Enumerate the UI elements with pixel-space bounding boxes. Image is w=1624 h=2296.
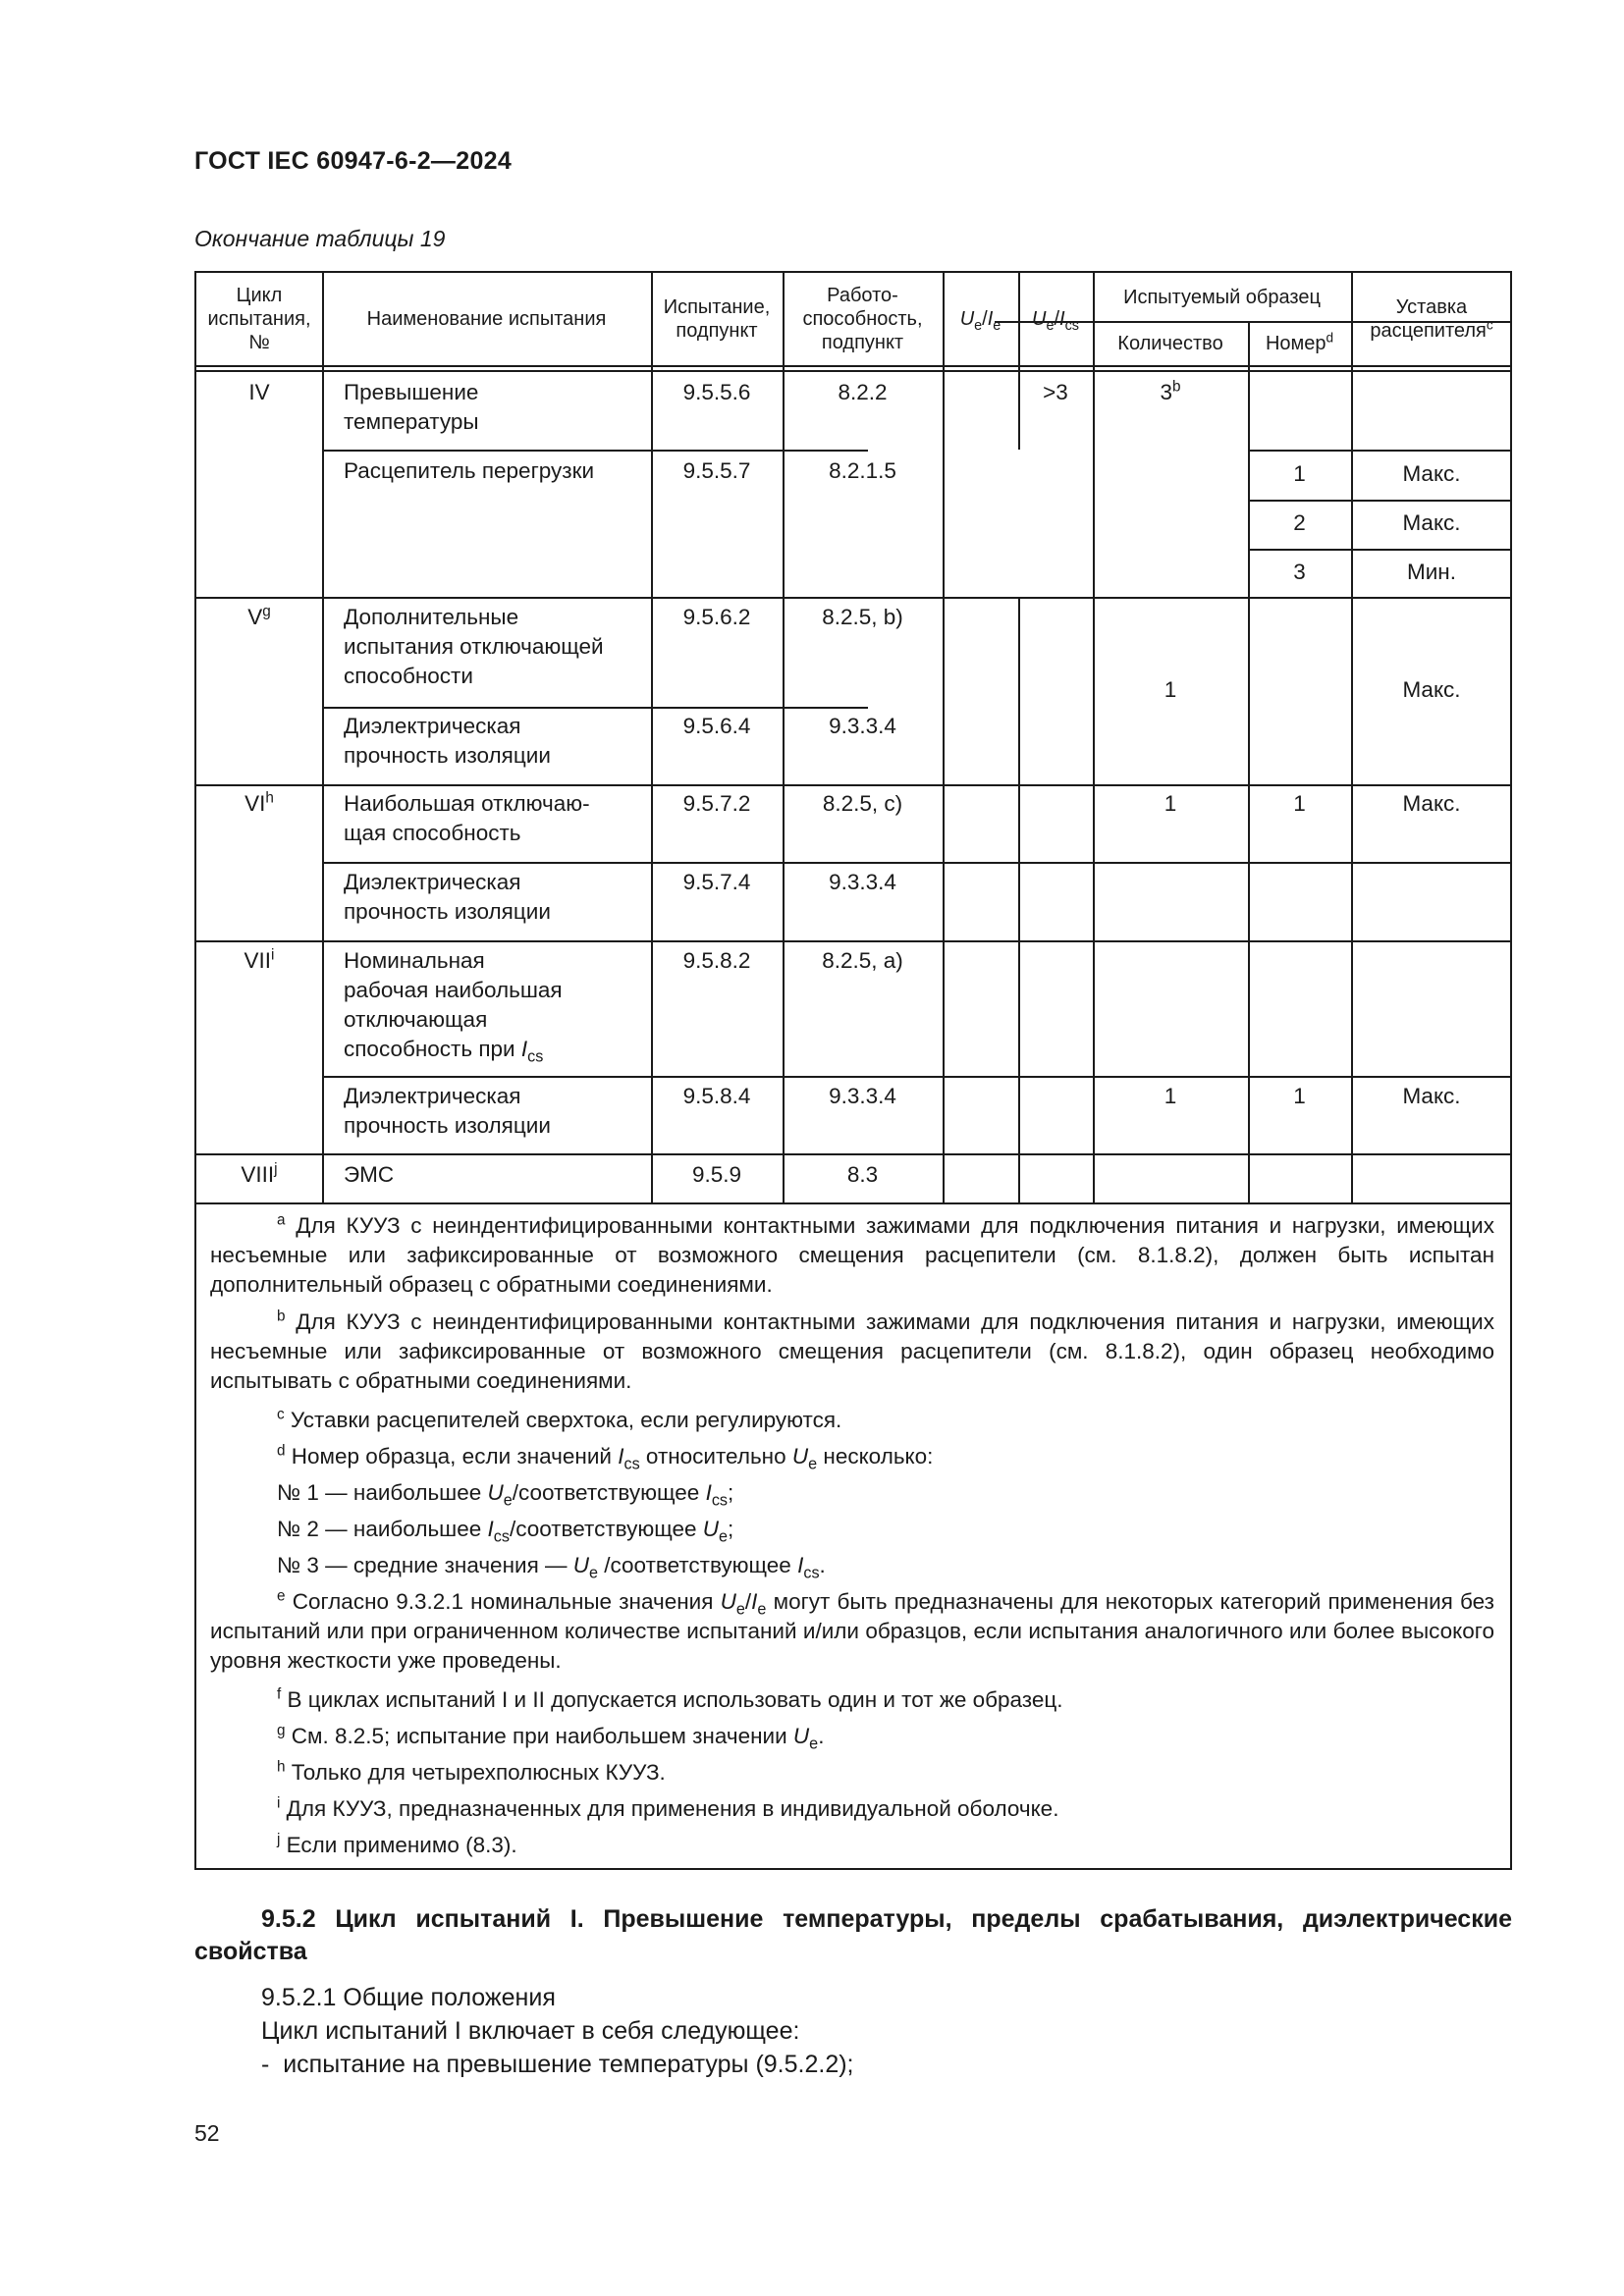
footnote-c: $^c$ Уставки расцепителей сверхтока, если регулируются. bbox=[277, 1406, 842, 1432]
row-line bbox=[196, 940, 1512, 942]
test-name: Дополнительные испытания отключающей способности bbox=[344, 605, 604, 688]
col-line bbox=[943, 273, 945, 1202]
header-ue-ie: $U_e/I_e$ bbox=[959, 308, 1001, 334]
performance-clause: 8.3 bbox=[846, 1162, 879, 1187]
table-caption: Окончание таблицы 19 bbox=[194, 226, 446, 251]
performance-clause: 8.2.2 bbox=[838, 380, 888, 404]
footnote-d-2: № 2 — наибольшее $I_{cs}$/соответствующее $U_e$; bbox=[277, 1517, 734, 1546]
col-line bbox=[1248, 321, 1250, 1202]
test-clause: 9.5.5.7 bbox=[682, 458, 751, 483]
sample-number: 1 bbox=[1293, 1084, 1306, 1108]
performance-clause: 8.2.5, b) bbox=[822, 605, 903, 629]
ue-ics-value: >3 bbox=[1043, 380, 1068, 404]
header-setting: Уставка расцепителя$^c$ bbox=[1370, 296, 1493, 342]
test-clause: 9.5.7.4 bbox=[682, 870, 751, 894]
footnote-d-1: № 1 — наибольшее $U_e$/соответствующее $I_{cs}$; bbox=[277, 1480, 734, 1510]
cycle-iv: IV bbox=[248, 380, 270, 404]
footnote-e: $^e$ Согласно 9.3.2.1 номинальные значения $U_e/I_e$ могут быть предназначены для некоторых категорий применения без испытаний или при ограниченном количестве испытаний и/или образцов, если испытания аналогичного или более высокого уровня жесткости уже проведены. bbox=[210, 1587, 1494, 1673]
sample-quantity: 1 bbox=[1164, 1084, 1177, 1108]
footnote-a: $^a$ Для КУУЗ с неиндентифицированными контактными зажимами для подключения питания и нагрузки, имеющих несъемные или зафиксированные от возможного смещения расцепители (см. 8.1.8.2), должен быть испытан дополнительный образец с обратными соединениями. bbox=[210, 1211, 1494, 1297]
release-setting: Макс. bbox=[1402, 1084, 1461, 1108]
row-line bbox=[1248, 500, 1512, 502]
page-number: 52 bbox=[194, 2120, 220, 2146]
header-line-1 bbox=[196, 365, 1512, 367]
release-setting: Мин. bbox=[1407, 560, 1456, 584]
row-line bbox=[322, 707, 868, 709]
footnote-f: $^f$ В циклах испытаний I и II допускается использовать один и тот же образец. bbox=[277, 1685, 1063, 1712]
cycle-vi: $VI^h$ bbox=[244, 789, 274, 816]
footnote-d: $^d$ Номер образца, если значений $I_{cs}$ относительно $U_e$ несколько: bbox=[277, 1442, 934, 1473]
row-line bbox=[196, 1153, 1512, 1155]
release-setting: Макс. bbox=[1402, 461, 1461, 486]
list-item: - испытание на превышение температуры (9.5.2.2); bbox=[261, 2051, 854, 2078]
test-clause: 9.5.5.6 bbox=[682, 380, 751, 404]
sample-quantity: 3$^b$ bbox=[1160, 378, 1181, 404]
cycle-vii: VII$^i$ bbox=[244, 946, 275, 973]
row-line bbox=[322, 1076, 1512, 1078]
header-quantity: Количество bbox=[1117, 332, 1223, 354]
sample-quantity: 1 bbox=[1164, 677, 1177, 702]
section-heading: 9.5.2 Цикл испытаний I. Превышение температуры, пределы срабатывания, диэлектрические свойства bbox=[194, 1905, 1512, 1965]
row-line bbox=[196, 784, 1512, 786]
test-name: ЭМС bbox=[344, 1162, 395, 1187]
footnote-d-3: № 3 — средние значения — $U_e$ /соответствующее $I_{cs}$. bbox=[277, 1553, 826, 1582]
release-setting: Макс. bbox=[1402, 510, 1461, 535]
test-name: Диэлектрическая прочность изоляции bbox=[344, 1084, 551, 1138]
performance-clause: 8.2.5, a) bbox=[822, 948, 903, 973]
header-line-2 bbox=[196, 370, 1512, 372]
test-name: Диэлектрическая прочность изоляции bbox=[344, 714, 551, 768]
cycle-v: $V^g$ bbox=[247, 603, 271, 629]
test-clause: 9.5.6.2 bbox=[682, 605, 751, 629]
col-line bbox=[1351, 273, 1353, 1202]
row-line bbox=[322, 450, 868, 452]
header-sample: Испытуемый образец bbox=[1123, 286, 1321, 308]
test-clause: 9.5.7.2 bbox=[682, 791, 751, 816]
sample-number: 1 bbox=[1293, 461, 1306, 486]
cycle-viii: VIII$^j$ bbox=[241, 1160, 278, 1187]
test-name: Превышение температуры bbox=[344, 380, 479, 434]
sample-number: 1 bbox=[1293, 791, 1306, 816]
footnote-h: $^h$ Только для четырехполюсных КУУЗ. bbox=[277, 1758, 666, 1785]
performance-clause: 9.3.3.4 bbox=[829, 870, 896, 894]
footnote-i: $^i$ Для КУУЗ, предназначенных для применения в индивидуальной оболочке. bbox=[277, 1794, 1059, 1821]
test-name: Наибольшая отключаю- щая способность bbox=[344, 791, 590, 845]
header-cycle: Цикл испытания, № bbox=[207, 285, 311, 353]
performance-clause: 8.2.1.5 bbox=[829, 458, 896, 483]
header-name: Наименование испытания bbox=[366, 308, 607, 330]
row-line bbox=[1248, 549, 1512, 551]
header-performance: Работо- способность, подпункт bbox=[802, 285, 923, 353]
header-test: Испытание, подпункт bbox=[663, 296, 771, 342]
document-header: ГОСТ IEC 60947-6-2—2024 bbox=[194, 147, 513, 175]
sample-quantity: 1 bbox=[1164, 791, 1177, 816]
performance-clause: 9.3.3.4 bbox=[829, 714, 896, 738]
sample-number: 3 bbox=[1293, 560, 1306, 584]
paragraph: Цикл испытаний I включает в себя следующее: bbox=[261, 2017, 800, 2045]
row-line bbox=[1248, 450, 1512, 452]
row-line bbox=[322, 862, 1512, 864]
col-line bbox=[322, 273, 324, 1202]
test-clause: 9.5.8.4 bbox=[682, 1084, 751, 1108]
test-name: Диэлектрическая прочность изоляции bbox=[344, 870, 551, 924]
test-clause: 9.5.9 bbox=[691, 1162, 742, 1187]
footnote-j: $^j$ Если применимо (8.3). bbox=[277, 1831, 517, 1857]
footnote-b: $^b$ Для КУУЗ с неиндентифицированными контактными зажимами для подключения питания и нагрузки, имеющих несъемные или зафиксированные от возможного смещения расцепители (см. 8.1.8.2), один образец необходимо испытывать с обратными соединениями. bbox=[210, 1308, 1494, 1393]
release-setting: Макс. bbox=[1402, 791, 1461, 816]
test-clause: 9.5.6.4 bbox=[682, 714, 751, 738]
test-clause: 9.5.8.2 bbox=[682, 948, 751, 973]
row-line bbox=[196, 597, 1512, 599]
performance-clause: 9.3.3.4 bbox=[829, 1084, 896, 1108]
release-setting: Макс. bbox=[1402, 677, 1461, 702]
row-line bbox=[196, 1202, 1512, 1204]
test-name: Расцепитель перегрузки bbox=[344, 458, 595, 483]
footnote-g: $^g$ См. 8.2.5; испытание при наибольшем значении $U_e$. bbox=[277, 1722, 825, 1753]
col-line bbox=[1018, 597, 1020, 1202]
col-line bbox=[1093, 273, 1095, 1202]
sample-number: 2 bbox=[1293, 510, 1306, 535]
header-number: Номер$^d$ bbox=[1265, 329, 1334, 354]
performance-clause: 8.2.5, c) bbox=[822, 791, 903, 816]
header-ue-ics: $U_e/I_{cs}$ bbox=[1032, 308, 1079, 334]
subsection-heading: 9.5.2.1 Общие положения bbox=[261, 1984, 556, 2011]
test-name: Номинальная рабочая наибольшая отключающая способность при $I_{cs}$ bbox=[344, 948, 563, 1066]
